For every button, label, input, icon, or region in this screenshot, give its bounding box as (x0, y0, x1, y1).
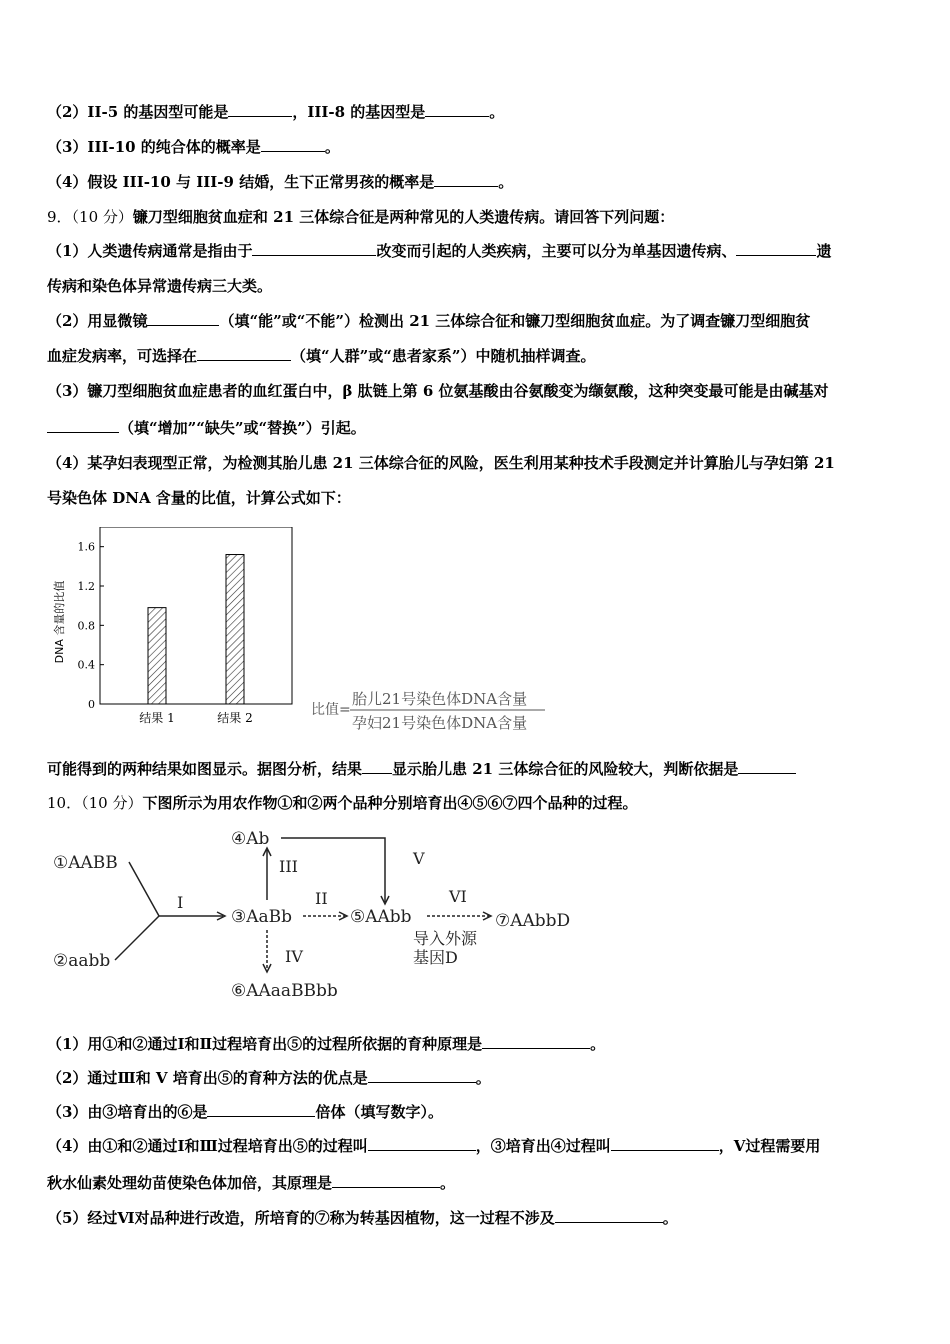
y-tick-label: 0 (88, 698, 95, 711)
y-tick-label: 1.6 (77, 540, 95, 554)
note-gene-1: 导入外源 (413, 929, 478, 948)
answer-blank[interactable] (368, 1136, 476, 1151)
node-6: ⑥AAaaBBbb (231, 981, 338, 1001)
node-2: ②aabb (53, 951, 111, 971)
q8-part2-text: （2）II-5 的基因型可能是 (47, 103, 229, 121)
answer-blank[interactable] (425, 102, 489, 117)
step-II-label: II (315, 889, 328, 908)
answer-blank[interactable] (147, 311, 219, 326)
q9-part4-text-2: 号染色体 DNA 含量的比值，计算公式如下： (47, 489, 351, 507)
answer-blank[interactable] (362, 759, 392, 774)
question-stem: 镰刀型细胞贫血症和 21 三体综合征是两种常见的人类遗传病。请回答下列问题： (132, 208, 675, 226)
q8-part2 (47, 102, 504, 122)
q9-part2-cont (47, 346, 596, 366)
line-2-to-join (115, 916, 159, 960)
y-axis-label: DNA 含量的比值 (53, 580, 66, 664)
q9-part4-cont (47, 488, 351, 508)
bar-result-2 (226, 555, 244, 704)
q8-part3 (47, 137, 340, 157)
breeding-diagram (45, 820, 605, 1010)
question-number: 10． (47, 794, 82, 812)
punct: 。 (324, 138, 340, 156)
punct: 。 (498, 173, 514, 191)
formula-denominator: 孕妇21号染色体DNA含量 (352, 714, 528, 732)
y-tick-label: 0.4 (77, 658, 95, 672)
note-gene-2: 基因D (413, 948, 458, 967)
q10-part2 (47, 1068, 491, 1088)
node-1: ①AABB (53, 853, 118, 873)
q10-part4-text-4: 秋水仙素处理幼苗使染色体加倍，其原理是 (47, 1174, 333, 1192)
q10-part5-text: （5）经过Ⅵ对品种进行改造，所培育的⑦称为转基因植物，这一过程不涉及 (47, 1209, 555, 1227)
q9-part1-text-4: 传病和染色体异常遗传病三大类。 (47, 277, 273, 295)
q10-part1 (47, 1034, 605, 1054)
node-4: ④Ab (231, 829, 270, 849)
punct: 。 (440, 1174, 456, 1192)
question-score: （10 分） (71, 208, 133, 226)
formula-label: 比值= (311, 702, 351, 718)
q10-part2-text: （2）通过Ⅲ和 V 培育出⑤的育种方法的优点是 (47, 1069, 368, 1087)
q9-conclusion (47, 759, 796, 779)
q10-part5 (47, 1208, 678, 1228)
q9-part3-cont (47, 418, 366, 438)
q9-stem (47, 207, 674, 227)
answer-blank[interactable] (611, 1136, 719, 1151)
q10-part3 (47, 1102, 443, 1122)
q10-part3-text-2: 倍体（填写数字）。 (315, 1103, 443, 1121)
y-tick-label: 1.2 (77, 580, 95, 593)
answer-blank[interactable] (197, 346, 291, 361)
plot-frame (100, 527, 292, 704)
answer-blank[interactable] (207, 1102, 315, 1117)
bar-result-1 (148, 608, 166, 704)
q9-part3-text: （3）镰刀型细胞贫血症患者的血红蛋白中，β 肽链上第 6 位氨基酸由谷氨酸变为缬氨酸，这种突变最可能是由碱基对 (47, 382, 829, 400)
q10-part4-cont (47, 1173, 455, 1193)
question-stem: 下图所示为用农作物①和②两个品种分别培育出④⑤⑥⑦四个品种的过程。 (142, 794, 638, 812)
question-number: 9． (47, 208, 72, 226)
answer-blank[interactable] (332, 1173, 440, 1188)
answer-blank[interactable] (368, 1068, 476, 1083)
node-3: ③AaBb (231, 907, 293, 927)
step-IV-label: IV (285, 947, 303, 966)
x-tick-label-2: 结果 2 (217, 711, 253, 725)
answer-blank[interactable] (482, 1034, 590, 1049)
answer-blank[interactable] (47, 418, 119, 433)
q8-part4-text: （4）假设 III-10 与 III-9 结婚，生下正常男孩的概率是 (47, 173, 435, 191)
q10-stem (47, 793, 637, 813)
q10-part4-text-3: ，Ⅴ过程需要用 (718, 1137, 821, 1155)
q9-conclusion-text-2: 显示胎儿患 21 三体综合征的风险较大，判断依据是 (392, 760, 739, 778)
answer-blank[interactable] (261, 137, 325, 152)
q9-part2-text-2: （填“能”或“不能”）检测出 21 三体综合征和镰刀型细胞贫血症。为了调查镰刀型细胞贫 (219, 312, 811, 330)
q10-part4-text: （4）由①和②通过Ⅰ和Ⅲ过程培育出⑤的过程叫 (47, 1137, 368, 1155)
q8-part4 (47, 172, 513, 192)
formula-numerator: 胎儿21号染色体DNA含量 (352, 690, 528, 708)
node-5: ⑤AAbb (350, 907, 412, 927)
question-score: （10 分） (81, 794, 143, 812)
line-1-to-join (129, 862, 159, 916)
q9-part1-text-3: 遗 (816, 242, 832, 260)
answer-blank[interactable] (228, 102, 292, 117)
q8-part3-text: （3）III-10 的纯合体的概率是 (47, 138, 261, 156)
q9-part1 (47, 241, 831, 261)
answer-blank[interactable] (434, 172, 498, 187)
q9-part2-text-3: 血症发病率，可选择在 (47, 347, 198, 365)
step-III-label: III (279, 857, 298, 876)
node-7: ⑦AAbbD (495, 911, 571, 931)
ratio-formula (311, 690, 545, 732)
q9-part4 (47, 453, 835, 473)
dna-ratio-chart (45, 527, 565, 742)
q9-part2-text: （2）用显微镜 (47, 312, 148, 330)
q10-part3-text: （3）由③培育出的⑥是 (47, 1103, 208, 1121)
answer-blank[interactable] (252, 241, 376, 256)
q10-part1-text: （1）用①和②通过Ⅰ和Ⅱ过程培育出⑤的过程所依据的育种原理是 (47, 1035, 483, 1053)
punct: 。 (489, 103, 505, 121)
step-V-label: V (413, 849, 425, 868)
q10-part4-text-2: ，③培育出④过程叫 (475, 1137, 611, 1155)
q9-part3-text-2: （填“增加”“缺失”或“替换”）引起。 (119, 419, 366, 437)
q9-part1-text: （1）人类遗传病通常是指由于 (47, 242, 253, 260)
x-tick-label-1: 结果 1 (139, 711, 175, 725)
y-tick-label: 0.8 (77, 619, 95, 633)
punct: 。 (475, 1069, 491, 1087)
q9-part4-text: （4）某孕妇表现型正常，为检测其胎儿患 21 三体综合征的风险，医生利用某种技术手段测定并计算胎儿与孕妇第 21 (47, 454, 835, 472)
answer-blank[interactable] (736, 241, 816, 256)
punct: 。 (590, 1035, 606, 1053)
q10-part4 (47, 1136, 820, 1156)
step-VI-label: VI (449, 887, 467, 906)
punct: 。 (662, 1209, 678, 1227)
q9-part1-text-2: 改变而引起的人类疾病，主要可以分为单基因遗传病、 (376, 242, 737, 260)
q9-conclusion-text: 可能得到的两种结果如图显示。据图分析，结果 (47, 760, 363, 778)
answer-blank[interactable] (555, 1208, 663, 1223)
answer-blank[interactable] (738, 759, 796, 774)
q9-part1-cont (47, 276, 272, 296)
q9-part3 (47, 381, 829, 401)
q8-part2-text-2: ，III-8 的基因型是 (292, 103, 426, 121)
q9-part2 (47, 311, 810, 331)
q9-part2-text-4: （填“人群”或“患者家系”）中随机抽样调查。 (291, 347, 596, 365)
step-I-label: I (177, 893, 184, 912)
